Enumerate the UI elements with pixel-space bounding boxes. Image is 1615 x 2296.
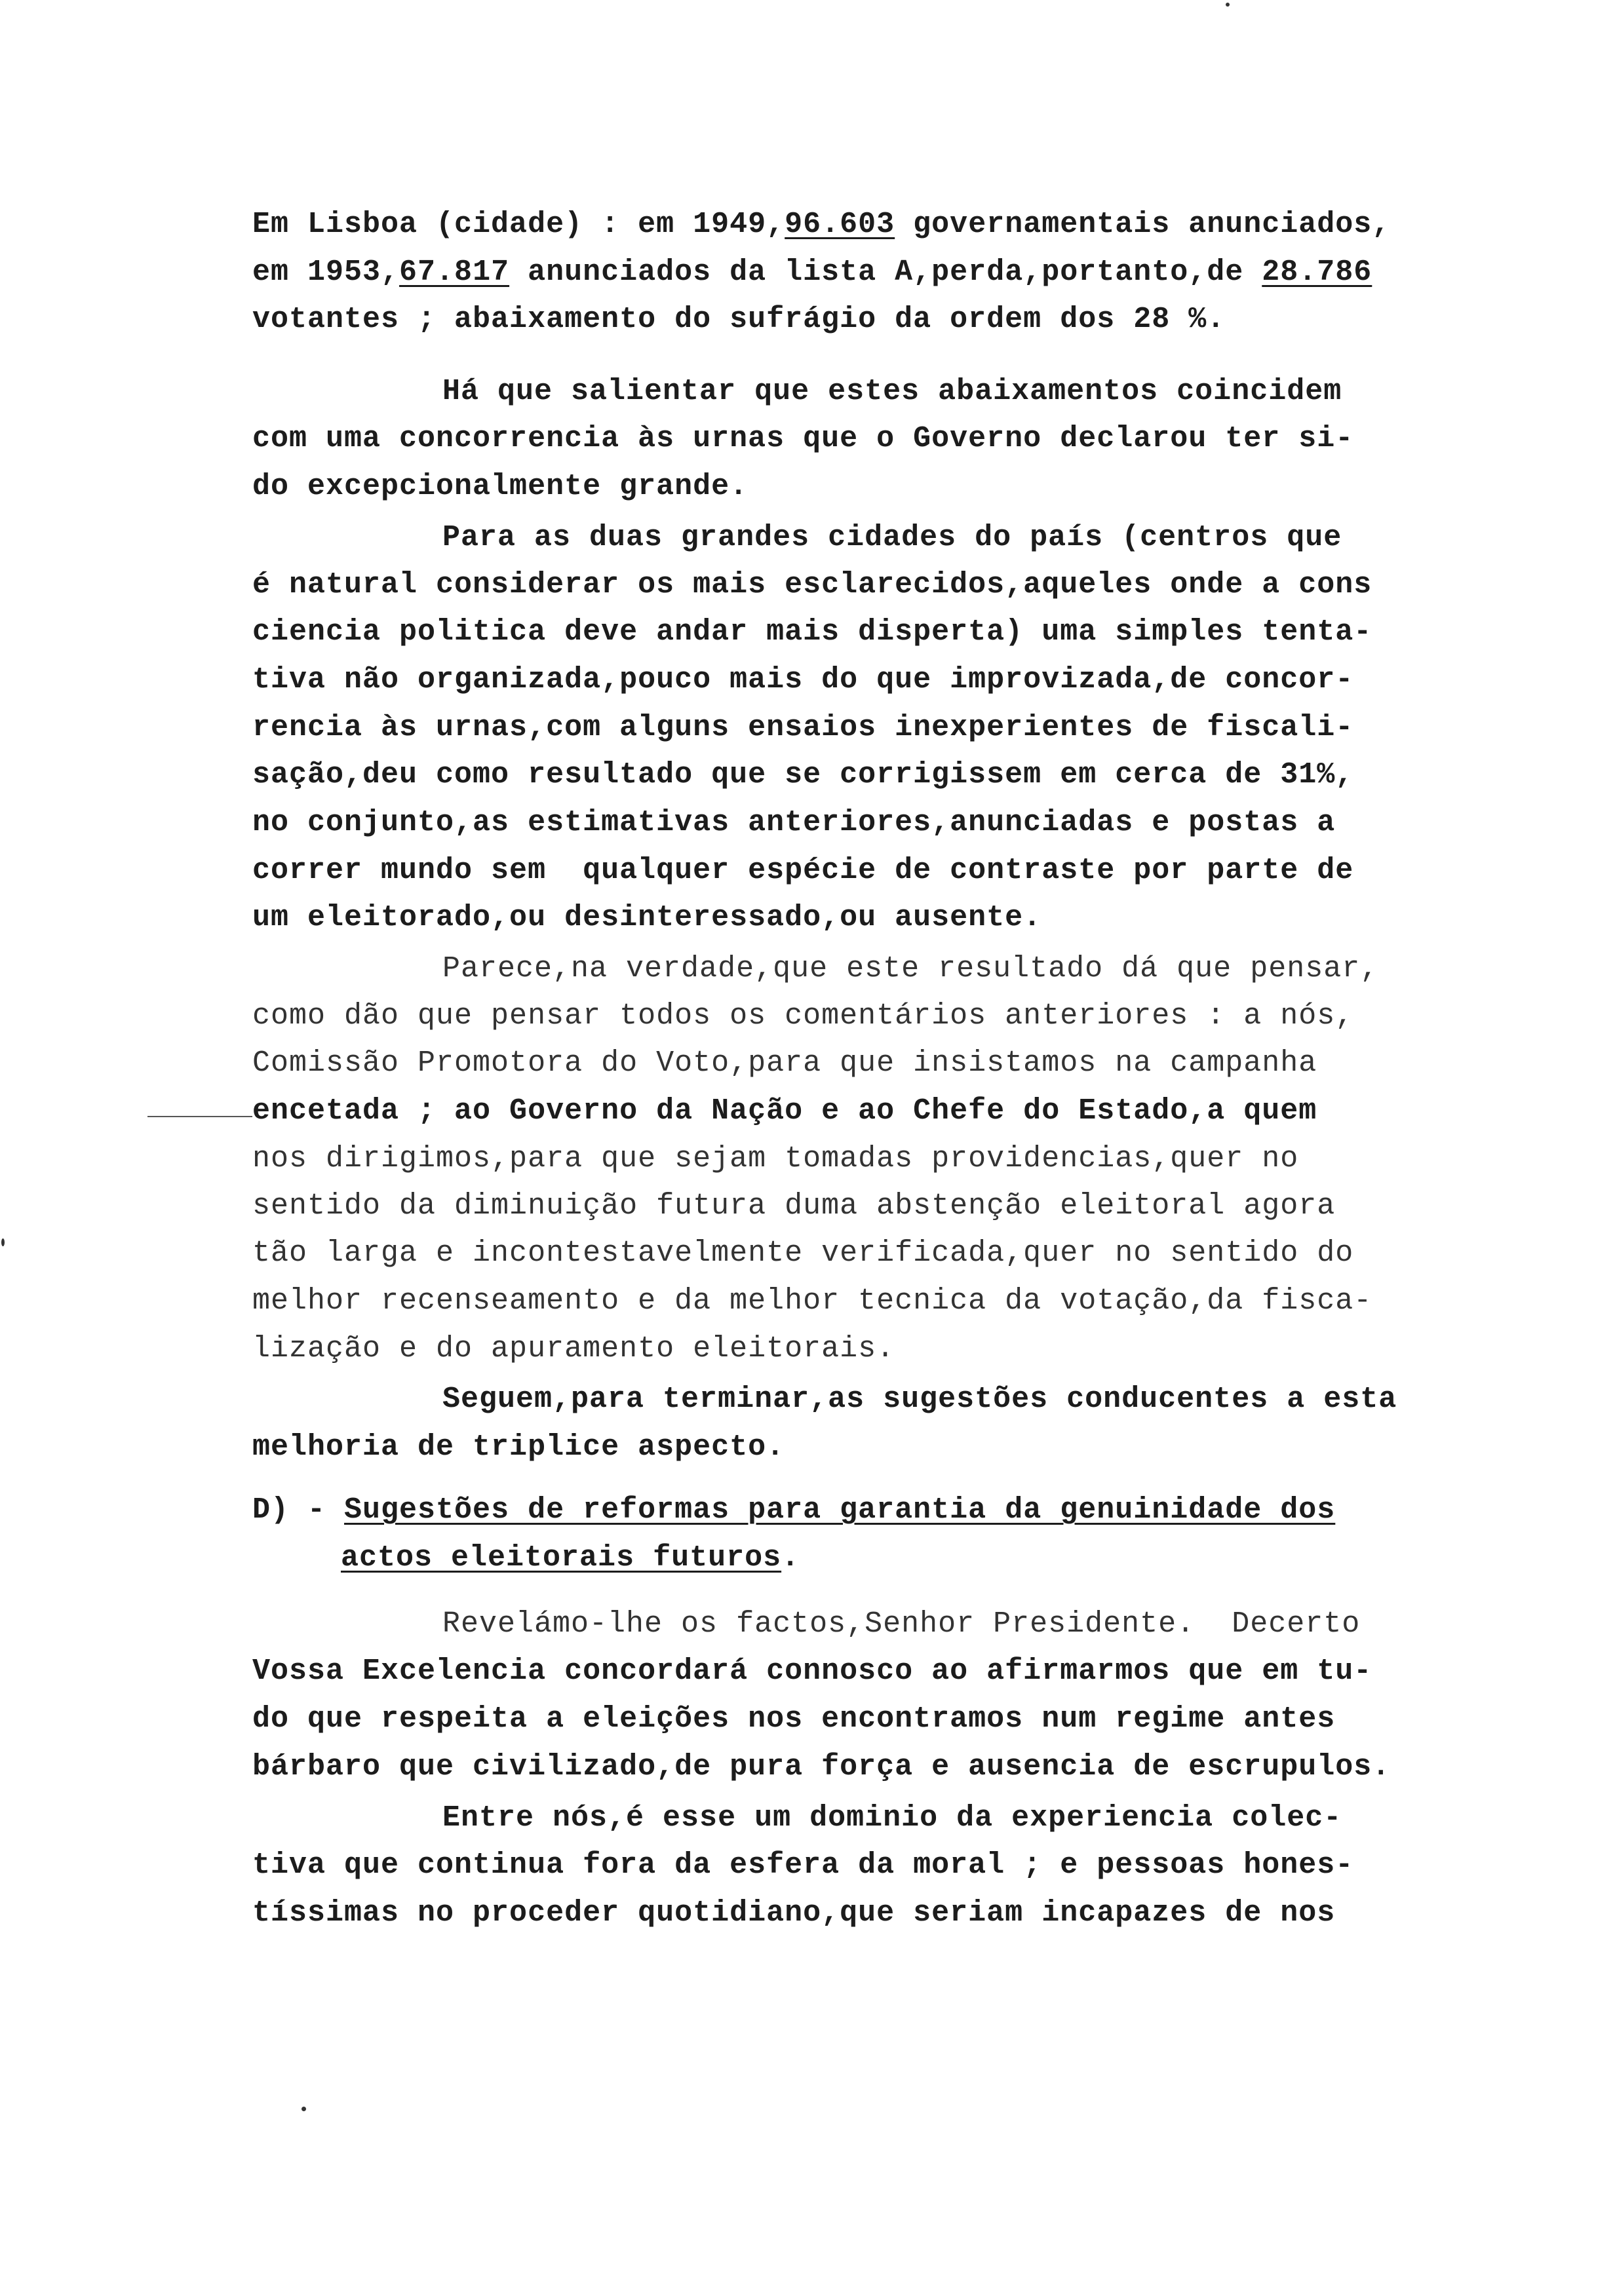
- p6-line-4: bárbaro que civilizado,de pura força e ausencia de escrupulos.: [252, 1750, 1391, 1784]
- p1-line-2: [252, 258, 1372, 287]
- scan-speck: [302, 2107, 306, 2111]
- p7-line-3: tíssimas no proceder quotidiano,que seriam incapazes de nos: [252, 1896, 1336, 1930]
- p6-line-1: Revelámo-lhe os factos,Senhor Presidente. Decerto: [442, 1607, 1361, 1641]
- section-d-marker: D) -: [252, 1493, 345, 1527]
- p2-line-2: com uma concorrencia às urnas que o Governo declarou ter si-: [252, 422, 1354, 455]
- p3-line-4: tiva não organizada,pouco mais do que improvizada,de concor-: [252, 663, 1354, 697]
- section-d-title-line-1: Sugestões de reformas para garantia da genuinidade dos: [344, 1493, 1336, 1527]
- lisbon-1949-count: 96.603: [785, 208, 895, 241]
- p6-line-2: Vossa Excelencia concordará connosco ao afirmarmos que em tu-: [252, 1655, 1372, 1688]
- p6-line-3: do que respeita a eleições nos encontramos num regime antes: [252, 1702, 1336, 1736]
- section-d-title-end: .: [781, 1541, 800, 1575]
- p4-line-2: como dão que pensar todos os comentários anteriores : a nós,: [252, 999, 1354, 1033]
- p3-line-7: no conjunto,as estimativas anteriores,anunciadas e postas a: [252, 806, 1336, 839]
- scan-speck: [1226, 3, 1230, 7]
- lisbon-1953-count: 67.817: [399, 256, 510, 289]
- p5-line-2: melhoria de triplice aspecto.: [252, 1430, 785, 1464]
- p1-line-2-text-b: anunciados da lista A,perda,portanto,de: [509, 256, 1262, 289]
- p3-line-6: sação,deu como resultado que se corrigissem em cerca de 31%,: [252, 758, 1354, 792]
- margin-pen-stroke: [147, 1116, 252, 1117]
- section-d-heading: [252, 1495, 1335, 1525]
- p5-line-1: Seguem,para terminar,as sugestões conducentes a esta: [442, 1383, 1397, 1416]
- p3-line-1: Para as duas grandes cidades do país (centros que: [442, 521, 1342, 554]
- p4-line-7: tão larga e incontestavelmente verificada,quer no sentido do: [252, 1236, 1354, 1270]
- p1-line-1-text-b: governamentais anunciados,: [895, 208, 1391, 241]
- scan-speck: [1, 1238, 5, 1246]
- p4-line-3: Comissão Promotora do Voto,para que insistamos na campanha: [252, 1046, 1317, 1080]
- p1-line-1-text-a: Em Lisboa (cidade) : em 1949,: [252, 208, 785, 241]
- p1-line-2-text-a: em 1953,: [252, 256, 400, 289]
- p7-line-1: Entre nós,é esse um dominio da experiencia colec-: [442, 1801, 1342, 1835]
- p4-line-6: sentido da diminuição futura duma abstenção eleitoral agora: [252, 1189, 1336, 1223]
- p3-line-8: correr mundo sem qualquer espécie de contraste por parte de: [252, 854, 1354, 887]
- section-d-title-line-2: actos eleitorais futuros: [341, 1541, 782, 1575]
- section-d-heading-line-2: [341, 1543, 800, 1573]
- p4-line-4: encetada ; ao Governo da Nação e ao Chefe do Estado,a quem: [252, 1094, 1317, 1128]
- p4-line-8: melhor recenseamento e da melhor tecnica da votação,da fisca-: [252, 1284, 1372, 1318]
- p4-line-5: nos dirigimos,para que sejam tomadas providencias,quer no: [252, 1142, 1299, 1176]
- p4-line-9: lização e do apuramento eleitorais.: [252, 1332, 895, 1366]
- p2-line-3: do excepcionalmente grande.: [252, 470, 749, 503]
- p1-line-3: votantes ; abaixamento do sufrágio da ordem dos 28 %.: [252, 303, 1226, 336]
- lisbon-loss-count: 28.786: [1262, 256, 1372, 289]
- p7-line-2: tiva que continua fora da esfera da moral ; e pessoas hones-: [252, 1848, 1354, 1882]
- p3-line-5: rencia às urnas,com alguns ensaios inexperientes de fiscali-: [252, 711, 1354, 744]
- p3-line-9: um eleitorado,ou desinteressado,ou ausente.: [252, 901, 1042, 934]
- p4-line-1: Parece,na verdade,que este resultado dá que pensar,: [442, 952, 1379, 985]
- p1-line-1: [252, 210, 1390, 239]
- p3-line-3: ciencia politica deve andar mais disperta) uma simples tenta-: [252, 615, 1372, 649]
- p2-line-1: Há que salientar que estes abaixamentos coincidem: [442, 375, 1342, 408]
- p3-line-2: é natural considerar os mais esclarecidos,aqueles onde a cons: [252, 568, 1372, 602]
